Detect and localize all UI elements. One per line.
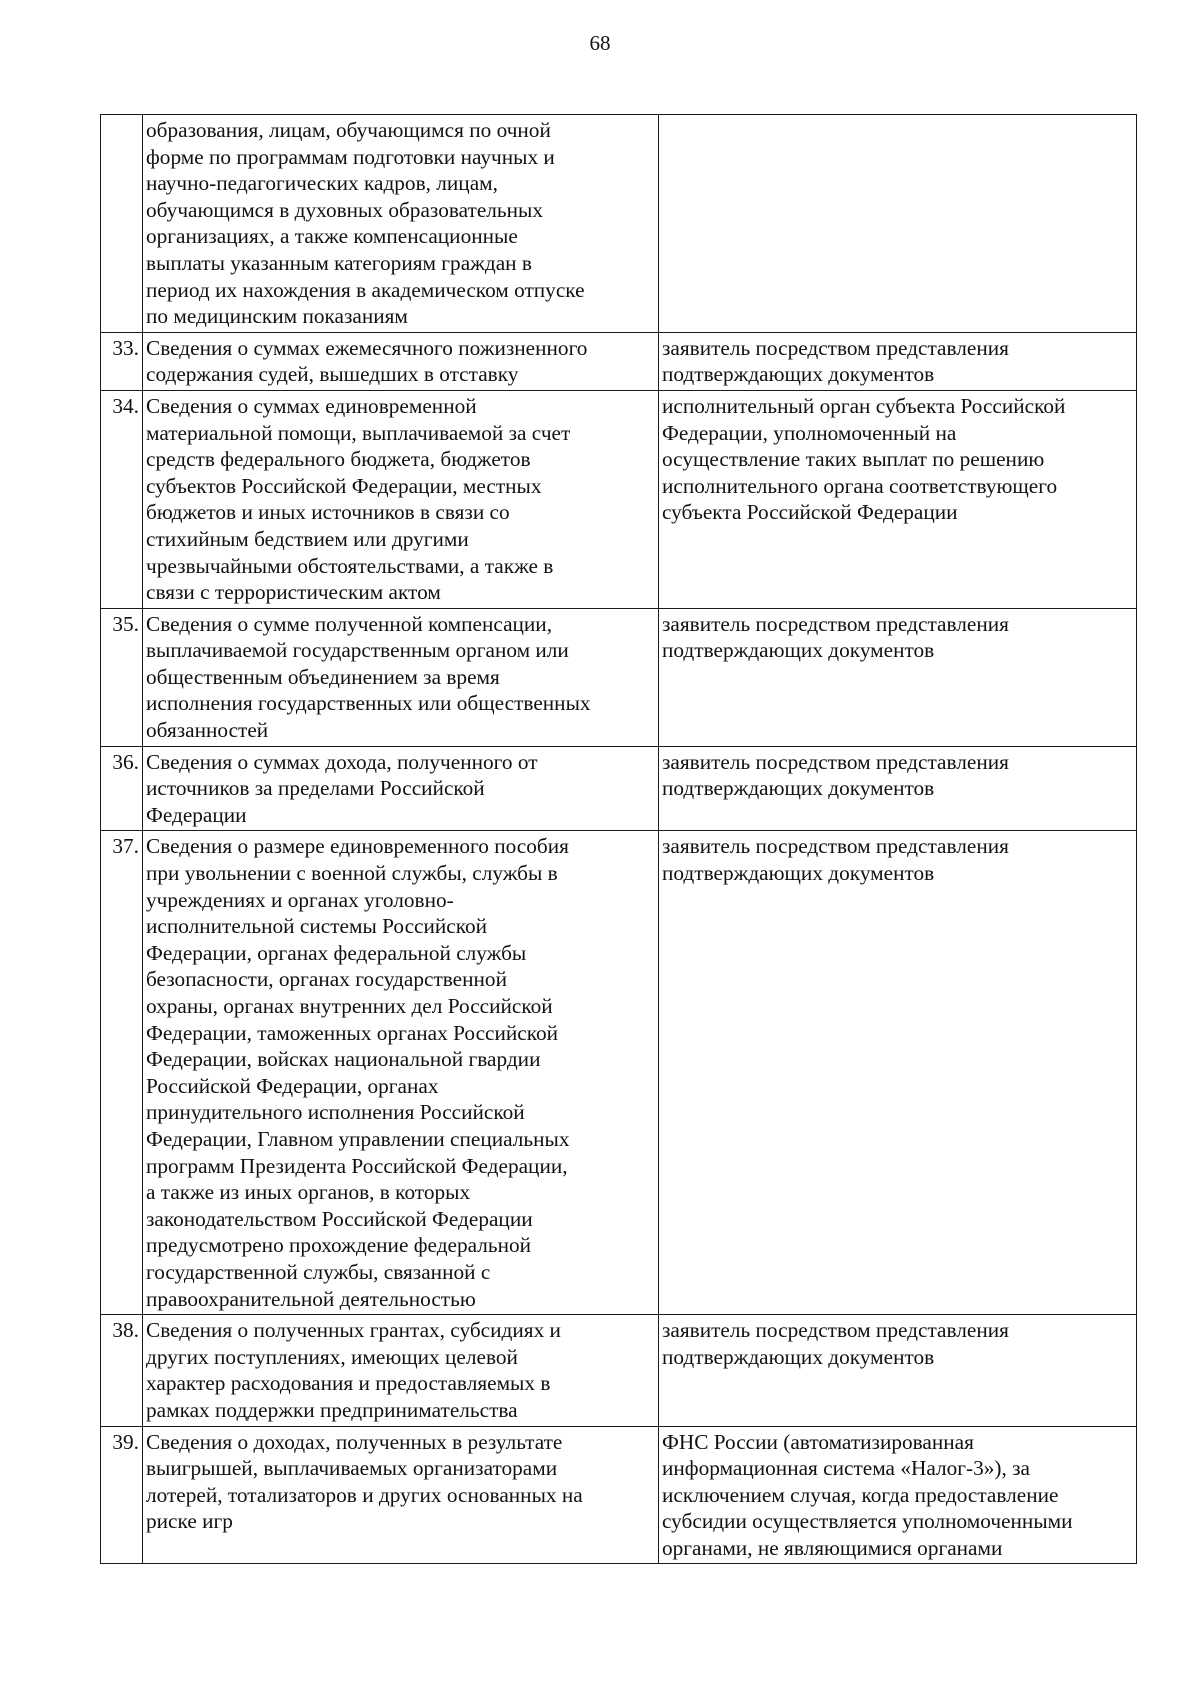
- row-number: 39.: [101, 1426, 143, 1564]
- source-cell: исполнительный орган субъекта Российской Федерации, уполномоченный на осуществление таких выплат по решению исполнительного органа соответствующего субъекта Российской Федерации: [659, 390, 1137, 608]
- table-row: [101, 608, 1137, 746]
- info-cell: Сведения о сумме полученной компенсации, выплачиваемой государственным органом или общественным объединением за время исполнения государственных или общественных обязанностей: [143, 608, 659, 746]
- source-cell: заявитель посредством представления подтверждающих документов: [659, 332, 1137, 390]
- document-table: [100, 114, 1137, 1564]
- source-cell: [659, 115, 1137, 333]
- info-cell: Сведения о суммах дохода, полученного от источников за пределами Российской Федерации: [143, 746, 659, 831]
- info-cell: Сведения о доходах, полученных в результате выигрышей, выплачиваемых организаторами лотерей, тотализаторов и других основанных на риске игр: [143, 1426, 659, 1564]
- row-number: [101, 115, 143, 333]
- info-cell: Сведения о размере единовременного пособия при увольнении с военной службы, службы в учреждениях и органах уголовно- исполнительной системы Российской Федерации, органах федеральной службы безопасности, органах государственной охраны, органах внутренних дел Российской Федерации, таможенных органах Российской Федерации, войсках национальной гвардии Российской Федерации, органах принудительного исполнения Российской Федерации, Главном управлении специальных программ Президента Российской Федерации, а также из иных органов, в которых законодательством Российской Федерации предусмотрено прохождение федеральной государственной службы, связанной с правоохранительной деятельностью: [143, 831, 659, 1315]
- table-row: [101, 746, 1137, 831]
- info-cell: Сведения о суммах ежемесячного пожизненного содержания судей, вышедших в отставку: [143, 332, 659, 390]
- row-number: 36.: [101, 746, 143, 831]
- table-row: [101, 390, 1137, 608]
- table-row: [101, 115, 1137, 333]
- source-cell: заявитель посредством представления подтверждающих документов: [659, 1315, 1137, 1426]
- source-cell: заявитель посредством представления подтверждающих документов: [659, 831, 1137, 1315]
- table-row: [101, 831, 1137, 1315]
- row-number: 34.: [101, 390, 143, 608]
- source-cell: заявитель посредством представления подтверждающих документов: [659, 746, 1137, 831]
- info-cell: образования, лицам, обучающимся по очной форме по программам подготовки научных и научно-педагогических кадров, лицам, обучающимся в духовных образовательных организациях, а также компенсационные выплаты указанным категориям граждан в период их нахождения в академическом отпуске по медицинским показаниям: [143, 115, 659, 333]
- source-cell: ФНС России (автоматизированная информационная система «Налог-3»), за исключением случая, когда предоставление субсидии осуществляется уполномоченными органами, не являющимися органами: [659, 1426, 1137, 1564]
- row-number: 35.: [101, 608, 143, 746]
- row-number: 38.: [101, 1315, 143, 1426]
- table-row: [101, 332, 1137, 390]
- info-cell: Сведения о суммах единовременной материальной помощи, выплачиваемой за счет средств федерального бюджета, бюджетов субъектов Российской Федерации, местных бюджетов и иных источников в связи со стихийным бедствием или другими чрезвычайными обстоятельствами, а также в связи с террористическим актом: [143, 390, 659, 608]
- page-number: 68: [589, 31, 611, 55]
- info-cell: Сведения о полученных грантах, субсидиях и других поступлениях, имеющих целевой характер расходования и предоставляемых в рамках поддержки предпринимательства: [143, 1315, 659, 1426]
- row-number: 37.: [101, 831, 143, 1315]
- row-number: 33.: [101, 332, 143, 390]
- table-row: [101, 1315, 1137, 1426]
- source-cell: заявитель посредством представления подтверждающих документов: [659, 608, 1137, 746]
- table-row: [101, 1426, 1137, 1564]
